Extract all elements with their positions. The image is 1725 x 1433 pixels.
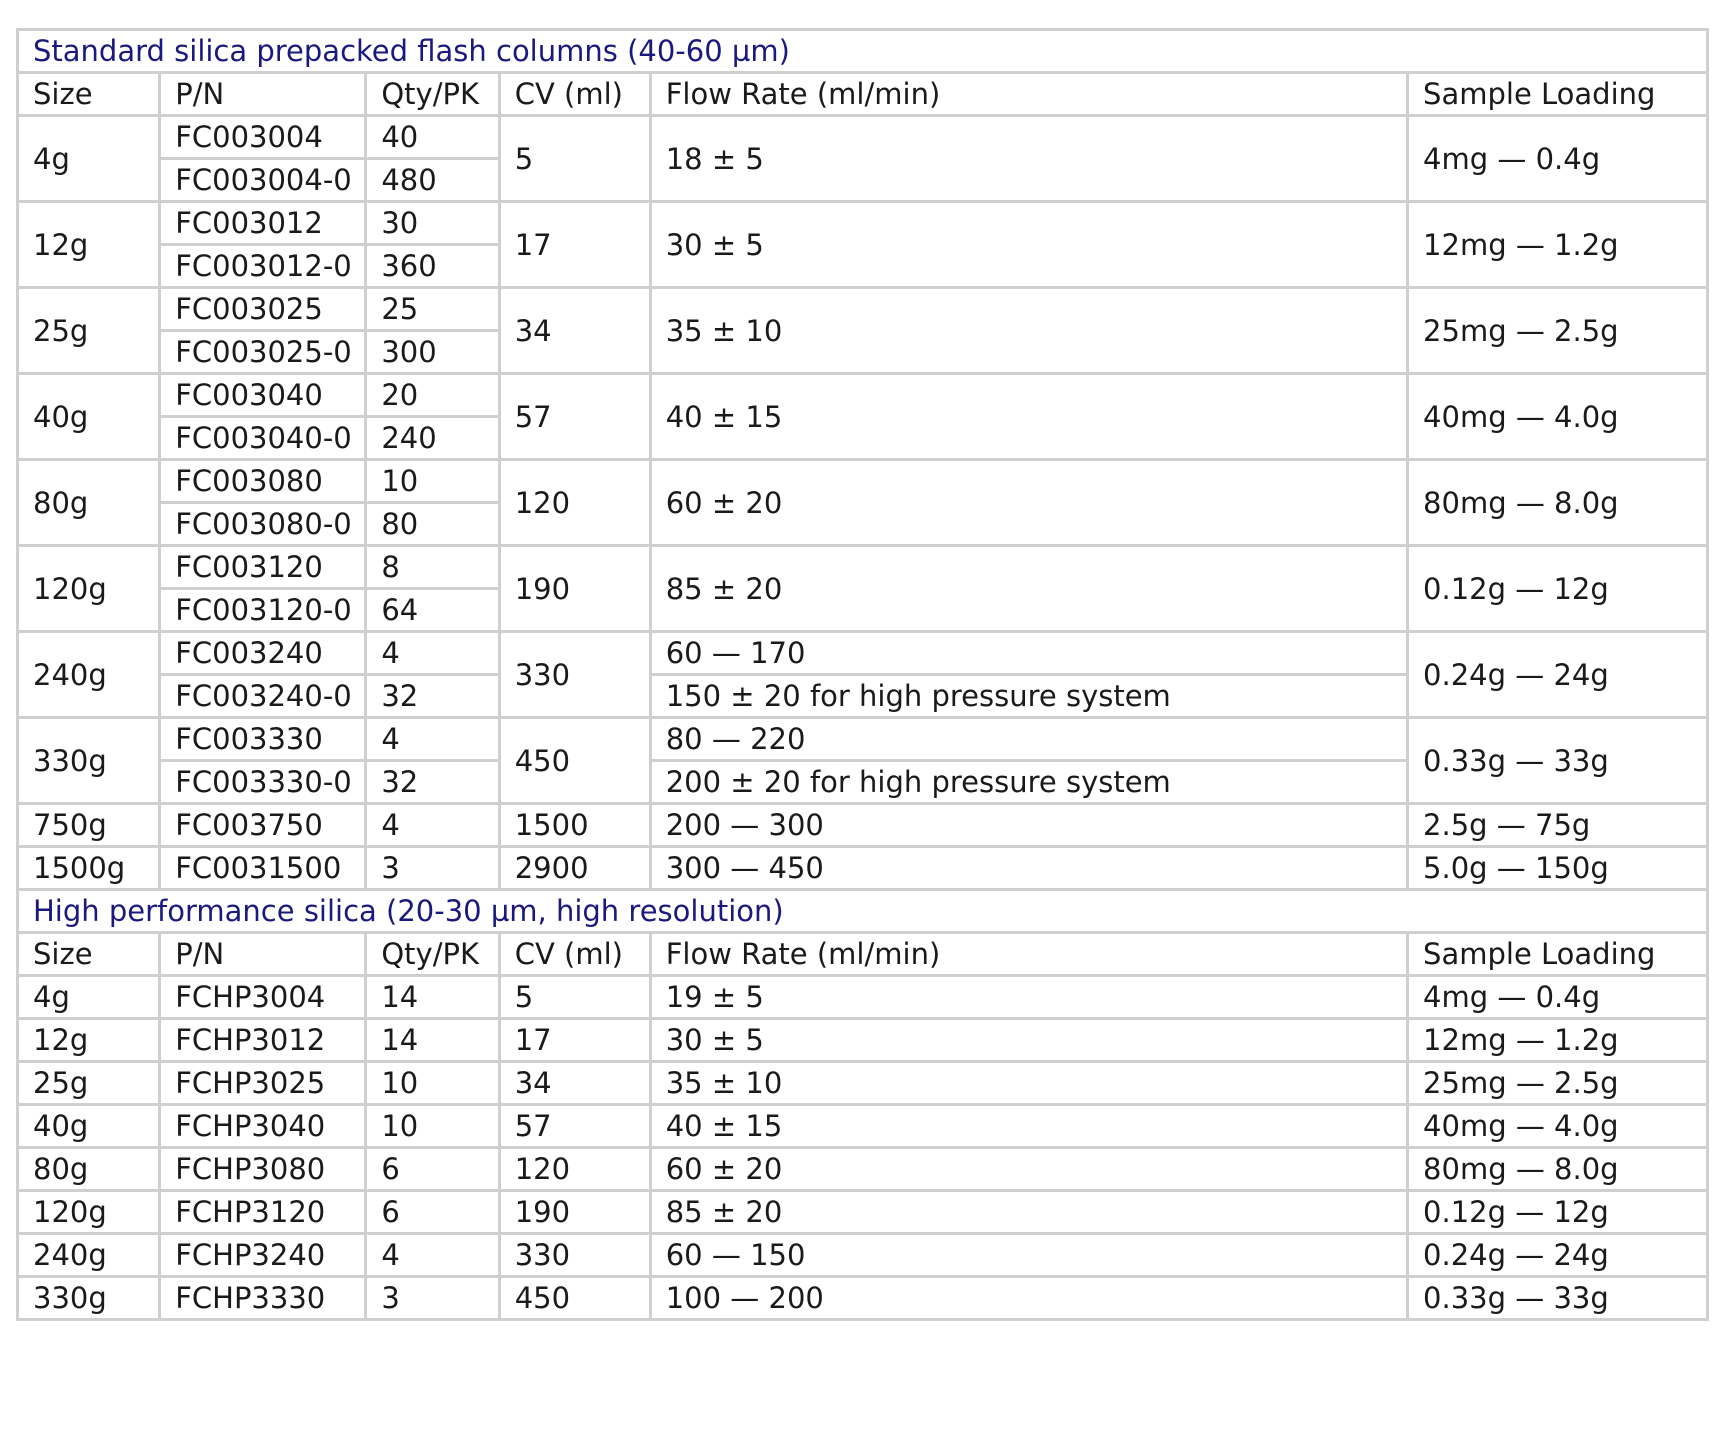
size-cell: 120g (18, 1191, 160, 1234)
column-header-flow: Flow Rate (ml/min) (650, 933, 1407, 976)
qty-cell: 64 (366, 589, 499, 632)
table-row (18, 202, 1708, 245)
part-number-cell: FCHP3004 (160, 976, 366, 1019)
flow-rate-cell: 30 ± 5 (650, 1019, 1407, 1062)
qty-cell: 25 (366, 288, 499, 331)
cv-cell: 57 (499, 1105, 650, 1148)
qty-cell: 40 (366, 116, 499, 159)
flow-rate-cell: 60 ± 20 (650, 1148, 1407, 1191)
sample-loading-cell: 0.24g — 24g (1408, 1234, 1708, 1277)
part-number-cell: FCHP3120 (160, 1191, 366, 1234)
section-title: High performance silica (20-30 µm, high resolution) (18, 890, 1708, 933)
column-header-pn: P/N (160, 73, 366, 116)
flow-rate-cell: 35 ± 10 (650, 288, 1407, 374)
cv-cell: 17 (499, 202, 650, 288)
sample-loading-cell: 12mg — 1.2g (1408, 202, 1708, 288)
size-cell: 25g (18, 288, 160, 374)
qty-cell: 14 (366, 1019, 499, 1062)
part-number-cell: FCHP3040 (160, 1105, 366, 1148)
table-row (18, 116, 1708, 159)
qty-cell: 80 (366, 503, 499, 546)
table-row (18, 632, 1708, 675)
qty-cell: 8 (366, 546, 499, 589)
part-number-cell: FCHP3025 (160, 1062, 366, 1105)
flow-rate-cell: 80 — 220 (650, 718, 1407, 761)
sample-loading-cell: 80mg — 8.0g (1408, 460, 1708, 546)
cv-cell: 57 (499, 374, 650, 460)
cv-cell: 450 (499, 1277, 650, 1320)
table-row (18, 847, 1708, 890)
cv-cell: 17 (499, 1019, 650, 1062)
header-row (18, 73, 1708, 116)
flow-rate-cell: 35 ± 10 (650, 1062, 1407, 1105)
cv-cell: 190 (499, 546, 650, 632)
table-body (18, 30, 1708, 1320)
table-row (18, 546, 1708, 589)
cv-cell: 190 (499, 1191, 650, 1234)
spec-table (16, 28, 1709, 1321)
part-number-cell: FC003025 (160, 288, 366, 331)
flow-rate-cell: 60 — 170 (650, 632, 1407, 675)
size-cell: 12g (18, 1019, 160, 1062)
sample-loading-cell: 4mg — 0.4g (1408, 976, 1708, 1019)
qty-cell: 480 (366, 159, 499, 202)
qty-cell: 30 (366, 202, 499, 245)
part-number-cell: FC003012 (160, 202, 366, 245)
part-number-cell: FC003080 (160, 460, 366, 503)
cv-cell: 5 (499, 976, 650, 1019)
header-row (18, 933, 1708, 976)
size-cell: 40g (18, 1105, 160, 1148)
column-header-flow: Flow Rate (ml/min) (650, 73, 1407, 116)
qty-cell: 14 (366, 976, 499, 1019)
flow-rate-cell: 40 ± 15 (650, 374, 1407, 460)
qty-cell: 20 (366, 374, 499, 417)
section-title-row (18, 890, 1708, 933)
sample-loading-cell: 4mg — 0.4g (1408, 116, 1708, 202)
part-number-cell: FC003750 (160, 804, 366, 847)
flow-rate-cell: 200 — 300 (650, 804, 1407, 847)
size-cell: 120g (18, 546, 160, 632)
qty-cell: 10 (366, 1105, 499, 1148)
size-cell: 80g (18, 460, 160, 546)
flow-rate-cell: 30 ± 5 (650, 202, 1407, 288)
column-header-qty: Qty/PK (366, 933, 499, 976)
flow-rate-cell: 200 ± 20 for high pressure system (650, 761, 1407, 804)
part-number-cell: FC003120 (160, 546, 366, 589)
flow-rate-cell: 19 ± 5 (650, 976, 1407, 1019)
column-header-size: Size (18, 933, 160, 976)
sample-loading-cell: 80mg — 8.0g (1408, 1148, 1708, 1191)
cv-cell: 34 (499, 288, 650, 374)
part-number-cell: FC003004-0 (160, 159, 366, 202)
cv-cell: 5 (499, 116, 650, 202)
sample-loading-cell: 40mg — 4.0g (1408, 374, 1708, 460)
part-number-cell: FC003040 (160, 374, 366, 417)
part-number-cell: FC003004 (160, 116, 366, 159)
qty-cell: 6 (366, 1148, 499, 1191)
qty-cell: 3 (366, 847, 499, 890)
size-cell: 330g (18, 718, 160, 804)
flow-rate-cell: 60 — 150 (650, 1234, 1407, 1277)
table-row (18, 460, 1708, 503)
size-cell: 240g (18, 1234, 160, 1277)
flow-rate-cell: 100 — 200 (650, 1277, 1407, 1320)
qty-cell: 240 (366, 417, 499, 460)
cv-cell: 330 (499, 632, 650, 718)
cv-cell: 1500 (499, 804, 650, 847)
part-number-cell: FC003330 (160, 718, 366, 761)
size-cell: 25g (18, 1062, 160, 1105)
column-header-loading: Sample Loading (1408, 933, 1708, 976)
part-number-cell: FC003025-0 (160, 331, 366, 374)
column-header-size: Size (18, 73, 160, 116)
sample-loading-cell: 0.12g — 12g (1408, 546, 1708, 632)
qty-cell: 32 (366, 761, 499, 804)
cv-cell: 120 (499, 1148, 650, 1191)
qty-cell: 10 (366, 460, 499, 503)
column-header-cv: CV (ml) (499, 933, 650, 976)
section-title: Standard silica prepacked flash columns (40-60 µm) (18, 30, 1708, 73)
table-row (18, 1062, 1708, 1105)
sample-loading-cell: 0.24g — 24g (1408, 632, 1708, 718)
qty-cell: 32 (366, 675, 499, 718)
cv-cell: 330 (499, 1234, 650, 1277)
part-number-cell: FC0031500 (160, 847, 366, 890)
table-row (18, 1234, 1708, 1277)
sample-loading-cell: 2.5g — 75g (1408, 804, 1708, 847)
flow-rate-cell: 18 ± 5 (650, 116, 1407, 202)
table-row (18, 718, 1708, 761)
sample-loading-cell: 5.0g — 150g (1408, 847, 1708, 890)
table-row (18, 1191, 1708, 1234)
qty-cell: 4 (366, 718, 499, 761)
cv-cell: 34 (499, 1062, 650, 1105)
table-row (18, 1277, 1708, 1320)
part-number-cell: FC003120-0 (160, 589, 366, 632)
size-cell: 1500g (18, 847, 160, 890)
flow-rate-cell: 85 ± 20 (650, 546, 1407, 632)
qty-cell: 4 (366, 804, 499, 847)
part-number-cell: FCHP3240 (160, 1234, 366, 1277)
table-row (18, 288, 1708, 331)
cv-cell: 2900 (499, 847, 650, 890)
column-header-cv: CV (ml) (499, 73, 650, 116)
part-number-cell: FC003240 (160, 632, 366, 675)
column-header-pn: P/N (160, 933, 366, 976)
sample-loading-cell: 0.33g — 33g (1408, 1277, 1708, 1320)
size-cell: 80g (18, 1148, 160, 1191)
sample-loading-cell: 25mg — 2.5g (1408, 1062, 1708, 1105)
part-number-cell: FC003240-0 (160, 675, 366, 718)
flow-rate-cell: 60 ± 20 (650, 460, 1407, 546)
qty-cell: 3 (366, 1277, 499, 1320)
sample-loading-cell: 0.12g — 12g (1408, 1191, 1708, 1234)
section-title-row (18, 30, 1708, 73)
flow-rate-cell: 150 ± 20 for high pressure system (650, 675, 1407, 718)
table-row (18, 374, 1708, 417)
part-number-cell: FC003040-0 (160, 417, 366, 460)
table-row (18, 976, 1708, 1019)
part-number-cell: FC003330-0 (160, 761, 366, 804)
part-number-cell: FC003080-0 (160, 503, 366, 546)
cv-cell: 450 (499, 718, 650, 804)
qty-cell: 10 (366, 1062, 499, 1105)
sample-loading-cell: 40mg — 4.0g (1408, 1105, 1708, 1148)
size-cell: 330g (18, 1277, 160, 1320)
part-number-cell: FCHP3012 (160, 1019, 366, 1062)
column-header-qty: Qty/PK (366, 73, 499, 116)
cv-cell: 120 (499, 460, 650, 546)
column-header-loading: Sample Loading (1408, 73, 1708, 116)
flow-rate-cell: 85 ± 20 (650, 1191, 1407, 1234)
qty-cell: 6 (366, 1191, 499, 1234)
sample-loading-cell: 0.33g — 33g (1408, 718, 1708, 804)
size-cell: 4g (18, 116, 160, 202)
qty-cell: 4 (366, 1234, 499, 1277)
table-row (18, 804, 1708, 847)
size-cell: 4g (18, 976, 160, 1019)
sample-loading-cell: 25mg — 2.5g (1408, 288, 1708, 374)
qty-cell: 360 (366, 245, 499, 288)
size-cell: 750g (18, 804, 160, 847)
qty-cell: 300 (366, 331, 499, 374)
sample-loading-cell: 12mg — 1.2g (1408, 1019, 1708, 1062)
table-row (18, 1105, 1708, 1148)
table-row (18, 1148, 1708, 1191)
part-number-cell: FC003012-0 (160, 245, 366, 288)
size-cell: 12g (18, 202, 160, 288)
table-row (18, 1019, 1708, 1062)
flow-rate-cell: 300 — 450 (650, 847, 1407, 890)
part-number-cell: FCHP3080 (160, 1148, 366, 1191)
size-cell: 40g (18, 374, 160, 460)
qty-cell: 4 (366, 632, 499, 675)
part-number-cell: FCHP3330 (160, 1277, 366, 1320)
flow-rate-cell: 40 ± 15 (650, 1105, 1407, 1148)
size-cell: 240g (18, 632, 160, 718)
